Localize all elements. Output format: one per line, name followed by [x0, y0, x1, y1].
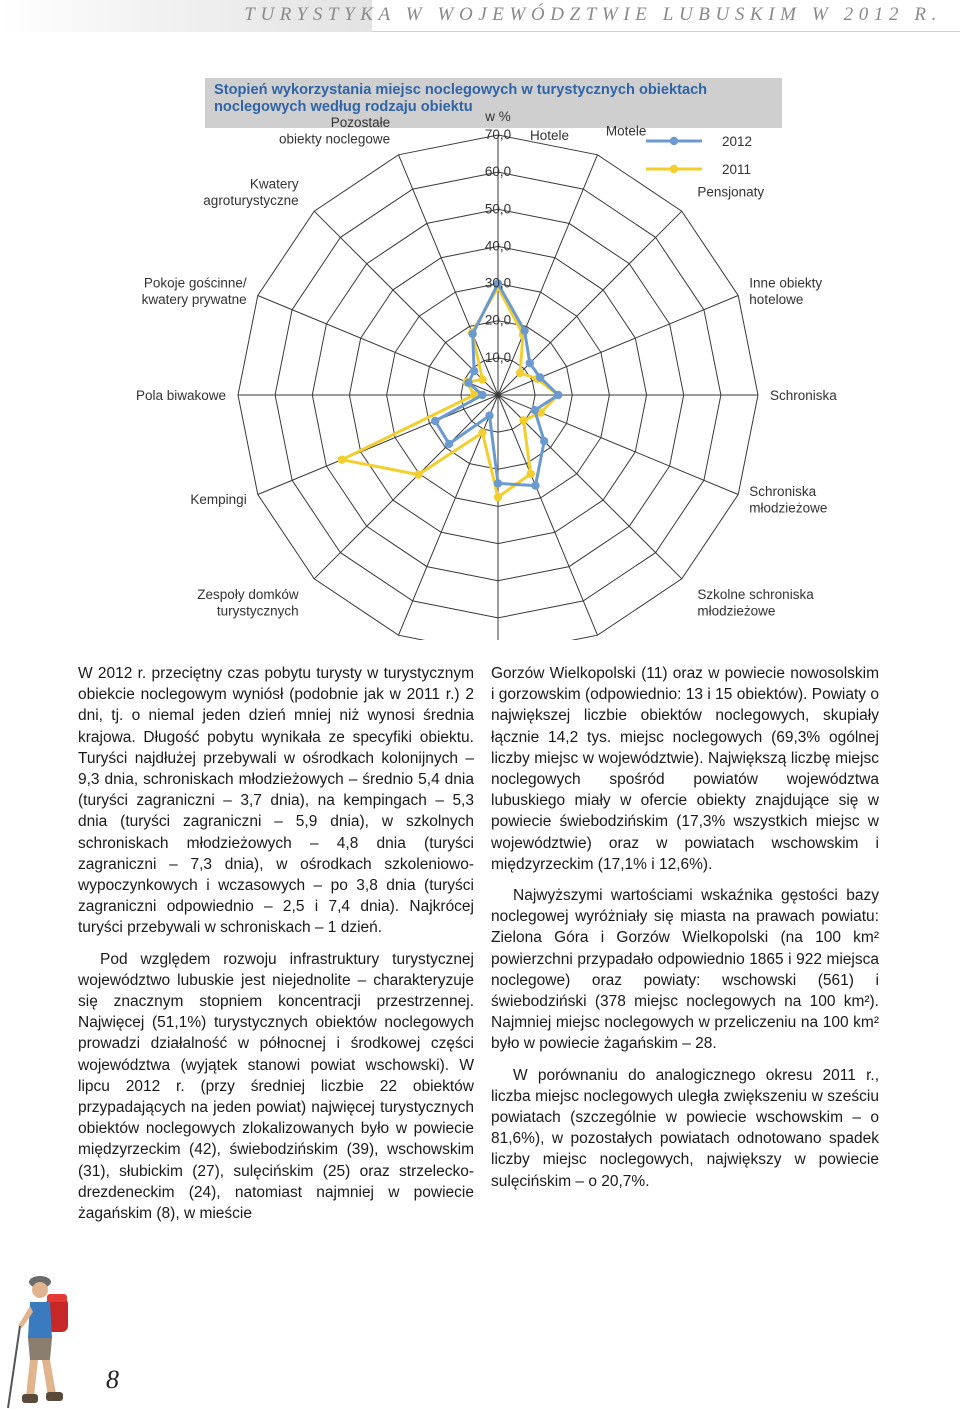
text-column-right — [491, 663, 879, 1202]
grid-spoke — [258, 296, 498, 396]
category-label: Szkolne schroniska młodzieżowe — [697, 587, 814, 619]
category-label: Pola biwakowe — [135, 388, 226, 403]
running-header: TURYSTYKA W WOJEWÓDZTWIE LUBUSKIM W 2012 R. — [244, 4, 942, 25]
data-point-2011 — [478, 429, 486, 437]
grid-spoke — [399, 155, 499, 395]
legend-marker-2011 — [670, 165, 678, 173]
grid-spoke — [314, 211, 498, 395]
category-label: Pensjonaty — [697, 184, 765, 200]
data-point-2012 — [520, 327, 528, 335]
data-point-2011 — [516, 369, 524, 377]
paragraph: W porównaniu do analogicznego okresu 2011 r., liczba miejsc noclegowych uległa zwiększeniu w sześciu powiatach (szczególnie w powiecie wschowskim – o 81,6%), w pozostałych powiatach odnotowano spadek liczby miejsc noclegowych, największy w powiecie sulęcińskim – o 20,7%. — [491, 1066, 879, 1190]
category-label: Pokoje gościnne/ kwatery prywatne — [141, 275, 247, 308]
data-point-2011 — [494, 493, 502, 501]
chart-title: Stopień wykorzystania miejsc noclegowych w turystycznych obiektach noclegowych według rodzaju obiektu — [214, 82, 708, 115]
legend-label-2011: 2011 — [722, 162, 752, 177]
unit-label: w % — [485, 109, 511, 124]
category-label: Kwatery agroturystyczne — [203, 176, 299, 208]
category-label: Schroniska — [770, 388, 837, 403]
hiker-illustration-icon — [0, 1268, 100, 1409]
data-point-2011 — [414, 470, 422, 478]
data-point-2012 — [485, 411, 493, 419]
category-label: Motele — [605, 123, 647, 139]
data-point-2012 — [540, 437, 548, 445]
text-column-left — [78, 663, 474, 1234]
tick-label: 60,0 — [484, 164, 512, 180]
category-label: Kempingi — [190, 492, 247, 508]
data-point-2012 — [469, 330, 477, 338]
paragraph: Pod względem rozwoju infrastruktury turystycznej województwo lubuskie jest niejednolite – charakteryzuje się znacznym stopniem koncentracji przestrzennej. Najwięcej (51,1%) turystycznych obiektów noclegowych prowadzi działalność w północnej i środkowej części województwa (wyjątek stanowi powiat wschowski). W lipcu 2012 r. (przy średniej liczbie 22 obiektów przypadających na jeden powiat) najwięcej turystycznych obiektów noclegowych zlokalizowanych było w powiecie międzyrzeckim (42), świebodzińskim (39), wschowskim (31), słubickim (27), sulęcińskim (25) oraz strzelecko-drezdeneckim (24), natomiast najmniej w powiecie żagańskim (8), w mieście — [78, 950, 474, 1223]
tick-label: 50,0 — [484, 201, 512, 217]
data-point-2011 — [519, 416, 527, 424]
data-point-2012 — [554, 391, 562, 399]
grid-spoke — [498, 211, 682, 395]
legend-label-2012: 2012 — [722, 134, 753, 149]
data-point-2012 — [531, 406, 539, 414]
data-point-2011 — [478, 375, 486, 383]
tick-label: 40,0 — [484, 238, 512, 254]
data-point-2012 — [470, 367, 478, 375]
page-number: 8 — [106, 1365, 119, 1394]
category-label: Hotele — [530, 128, 570, 143]
data-point-2012 — [445, 440, 453, 448]
paragraph: Najwyższymi wartościami wskaźnika gęstości bazy noclegowej wyróżniały się miasta na prawach powiatu: Zielona Góra i Gorzów Wielkopolski (na 100 km² powierzchni przypadało odpowiednio 1865 i 922 miejsca noclegowe) oraz powiaty: wschowski (561) i świebodziński (378 miejsc noclegowych na 100 km²). Najmniej miejsc noclegowych w przeliczeniu na 100 km² było w powiecie żagańskim – 28. — [491, 887, 879, 1053]
series-line-2011 — [342, 287, 558, 497]
data-point-2012 — [464, 379, 472, 387]
category-label: Zespoły domków turystycznych — [197, 587, 299, 619]
category-label: Pozostałe obiekty noclegowe — [279, 115, 391, 147]
data-point-2012 — [431, 417, 439, 425]
data-point-2012 — [494, 479, 502, 487]
radar-chart — [0, 0, 960, 640]
data-point-2011 — [338, 456, 346, 464]
category-label: Schroniska młodzieżowe — [749, 483, 828, 516]
data-point-2012 — [536, 373, 544, 381]
tick-label: 10,0 — [484, 349, 512, 365]
data-point-2012 — [478, 391, 486, 399]
grid-spoke — [498, 395, 598, 635]
data-point-2012 — [526, 359, 534, 367]
grid-spoke — [498, 155, 598, 395]
data-point-2012 — [531, 481, 539, 489]
grid-spoke — [314, 395, 498, 579]
paragraph: Gorzów Wielkopolski (11) oraz w powiecie nowosolskim i gorzowskim (odpowiednio: 13 i 15 obiektów). Powiaty o największej liczbie obiektów noclegowych, skupiały łącznie 14,2 tys. miejsc noclegowych (69,3% ogólnej liczby miejsc w województwie). Największą liczbę miejsc noclegowych spośród powiatów województwa lubuskiego miały w ofercie obiekty znajdujące się w powiecie świebodzińskim (17,3% wszystkich miejsc w województwie) oraz w powiatach wschowskim i międzyrzeckim (17,1% i 12,6%). — [491, 665, 879, 873]
legend-marker-2012 — [670, 137, 678, 145]
tick-label: 30,0 — [484, 275, 512, 291]
chart-legend — [646, 134, 752, 177]
paragraph: W 2012 r. przeciętny czas pobytu turysty w turystycznym obiekcie noclegowym wyniósł (podobnie jak w 2011 r.) 2 dni, tj. o niemal jeden dzień mniej niż wynosi średnia krajowa. Długość pobytu wynikała ze specyfiki obiektu. Turyści najdłużej przebywali w ośrodkach kolonijnych – 9,3 dnia, schroniskach młodzieżowych – średnio 5,4 dnia (turyści zagraniczni – 3,7 dnia), na kempingach – 5,3 dnia (turyści zagraniczni – 5,9 dnia), w szkolnych schroniskach młodzieżowych – 4,8 dnia (turyści zagraniczni – 7,3 dnia), w ośrodkach szkoleniowo-wypoczynkowych i wczasowych – po 3,8 dnia (turyści zagraniczni odpowiednio – 2,5 i 7,4 dnia). Najkrócej turyści przebywali w schroniskach – 1 dzień. — [78, 665, 474, 937]
tick-label: 20,0 — [484, 312, 512, 328]
data-point-2011 — [527, 470, 535, 478]
category-label: Inne obiekty hotelowe — [749, 275, 823, 308]
tick-label: 70,0 — [484, 127, 512, 142]
